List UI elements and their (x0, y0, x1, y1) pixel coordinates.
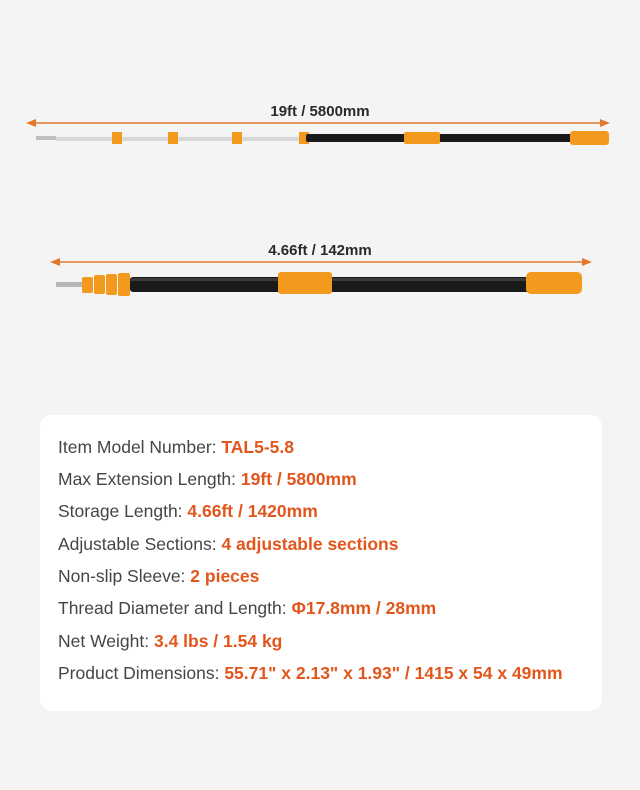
spec-product-dimensions (58, 663, 563, 687)
extended-length-label: 19ft / 5800mm (270, 103, 370, 120)
storage-pole-diagram (0, 0, 640, 330)
spec-label: Storage Length: (58, 501, 188, 521)
spec-max-extension-length (58, 469, 357, 493)
spec-label: Thread Diameter and Length: (58, 598, 292, 618)
spec-label: Max Extension Length: (58, 469, 241, 489)
spec-storage-length (58, 501, 318, 525)
spec-item-model-number (58, 437, 294, 461)
storage-length-label: 4.66ft / 142mm (268, 242, 372, 259)
spec-value: 4.66ft / 1420mm (187, 501, 318, 521)
spec-label: Item Model Number: (58, 437, 222, 457)
specifications-card (40, 415, 602, 711)
spec-value: 19ft / 5800mm (240, 469, 357, 489)
spec-label: Adjustable Sections: (58, 534, 222, 554)
spec-label: Net Weight: (58, 631, 154, 651)
spec-thread-diameter-length (58, 598, 436, 622)
spec-value: TAL5-5.8 (221, 437, 294, 457)
spec-non-slip-sleeve (58, 566, 259, 590)
spec-value: 2 pieces (190, 566, 260, 586)
spec-label: Product Dimensions: (58, 663, 225, 683)
spec-value: 55.71" x 2.13" x 1.93" / 1415 x 54 x 49mm (224, 663, 563, 683)
spec-net-weight (58, 631, 282, 655)
storage-pole-image (0, 0, 640, 330)
spec-adjustable-sections (58, 534, 398, 558)
spec-label: Non-slip Sleeve: (58, 566, 191, 586)
spec-value: 3.4 lbs / 1.54 kg (153, 631, 283, 651)
spec-value: Φ17.8mm / 28mm (291, 598, 437, 618)
spec-value: 4 adjustable sections (221, 534, 399, 554)
